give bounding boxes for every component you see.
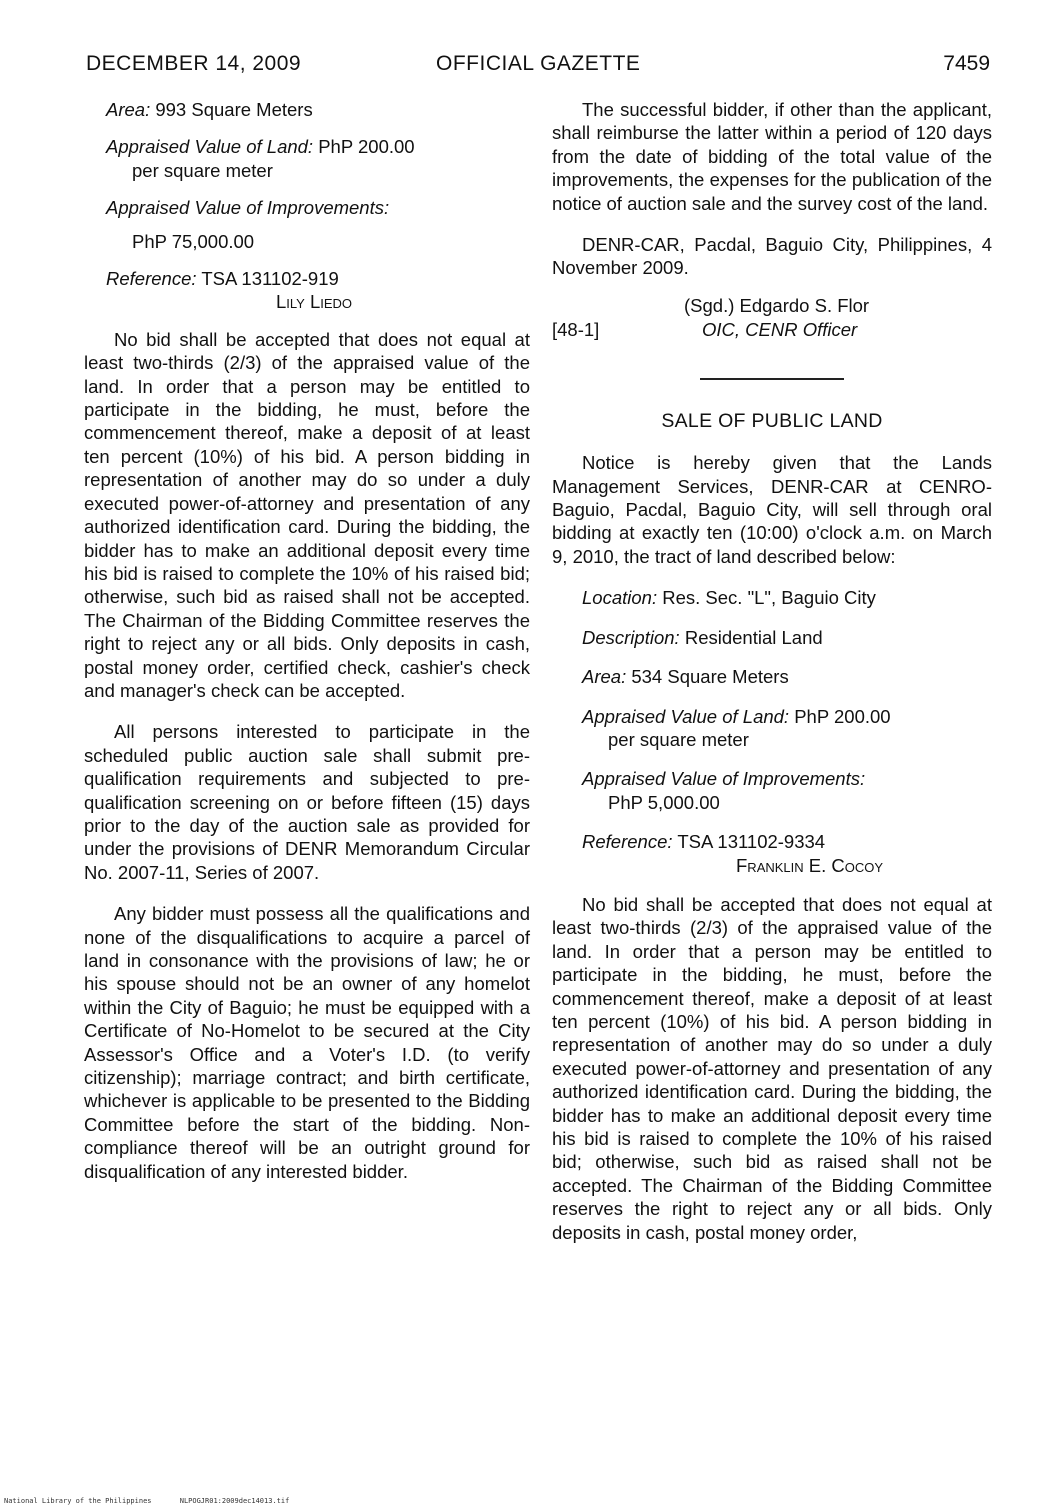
qualifications-paragraph: Any bidder must possess all the qualifications and none of the disqualifications to acquire a parcel of land in consonance with the provisions of law; he or his spouse should not be an owner of any homelot within the City of Baguio; he must be equipped with a Certificate of No-Homelot to be secured at the City Assessor's Office and a Voter's I.D. (to verify citizenship); marriage contract; and birth certificate, whichever is applicable to be presented to the Bidding Committee before the start of the bidding. Non-compliance thereof will be an outright ground for disqualification of any interested bidder. bbox=[84, 903, 530, 1182]
description-field bbox=[552, 626, 992, 649]
reimbursement-paragraph: The successful bidder, if other than the applicant, shall reimburse the latter within a period of 120 days from the date of bidding of the total value of the improvements, the expenses for the publication of the notice of auction sale and the survey cost of the land. bbox=[552, 99, 992, 214]
scan-footer bbox=[4, 1497, 313, 1505]
issue-reference: [48-1] bbox=[552, 318, 600, 340]
right-reference-field bbox=[552, 830, 992, 877]
place-date: DENR-CAR, Pacdal, Baguio City, Philippines, 4 November 2009. bbox=[552, 234, 992, 279]
prequalification-paragraph: All persons interested to participate in the scheduled public auction sale shall submit pre-qualification requirements and subjected to pre-qualification screening on or before fifteen (15) days prior to the day of the auction sale as provided for under the provisions of DENR Memorandum Circular No. 2007-11, Series of 2007. bbox=[84, 721, 530, 883]
bid-rules-paragraph: No bid shall be accepted that does not equal at least two-thirds (2/3) of the appraised value of the land. In order that a person may be entitled to participate in the bidding, he must, before the commencement thereof, make a deposit of at least ten percent (10%) of his bid. A person bidding in representation of another may do so under a duly executed power-of-attorney and presentation of any authorized identification card. During the bidding, the bidder has to make an additional deposit every time his bid is raised to complete the 10% of his raised bid; otherwise, such bid as raised shall not be accepted. The Chairman of the Bidding Committee reserves the right to reject any or all bids. Only deposits in cash, postal money order, certified check, cashier's check and manager's check can be accepted. bbox=[84, 328, 530, 701]
right-land-value-amount: PhP 200.00 bbox=[794, 705, 891, 727]
right-bid-rules-paragraph: No bid shall be accepted that does not equal at least two-thirds (2/3) of the appraised value of the land. In order that a person may be entitled to participate in the bidding, he must, before the commencement thereof, make a deposit of at least ten percent (10%) of his bid. A person bidding in representation of another may do so under a duly executed power-of-attorney and presentation of any authorized identification card. During the bidding, the bidder has to make an additional deposit every time his bid is raised to complete the 10% of his raised bid; otherwise, such bid as raised shall not be accepted. The Chairman of the Bidding Committee reserves the right to reject any or all bids. Only deposits in cash, postal money order, bbox=[552, 893, 992, 1243]
right-improvements-label: Appraised Value of Improvements: bbox=[582, 768, 866, 790]
right-column bbox=[552, 98, 992, 1244]
improvements-field bbox=[84, 196, 530, 253]
land-value-amount: PhP 200.00 bbox=[318, 136, 415, 158]
description-value: Residential Land bbox=[684, 626, 823, 648]
right-area-field bbox=[552, 665, 992, 688]
right-area-value: 534 Square Meters bbox=[631, 666, 789, 688]
location-field bbox=[552, 586, 992, 609]
right-reference-name: Franklin E. Cocoy bbox=[736, 854, 884, 876]
right-reference-value: TSA 131102-9334 bbox=[677, 831, 826, 853]
notice-paragraph: Notice is hereby given that the Lands Management Services, DENR-CAR at CENRO-Baguio, Pacdal, Baguio City, will sell through oral bidding at exactly ten (10:00) o'clock a.m. on March 9, 2010, the tract of land described below: bbox=[552, 452, 992, 567]
right-area-label: Area: bbox=[582, 666, 627, 688]
right-reference-label: Reference: bbox=[582, 831, 673, 853]
page-header bbox=[86, 52, 990, 82]
left-column bbox=[84, 98, 530, 1183]
right-improvements-value: PhP 5,000.00 bbox=[608, 791, 720, 813]
header-date: DECEMBER 14, 2009 bbox=[86, 52, 302, 75]
location-value: Res. Sec. "L", Baguio City bbox=[662, 587, 876, 609]
land-value-unit: per square meter bbox=[132, 159, 273, 181]
land-value-field bbox=[84, 135, 530, 182]
header-title: OFFICIAL GAZETTE bbox=[436, 52, 641, 75]
right-land-value-unit: per square meter bbox=[608, 728, 749, 750]
section-title: SALE OF PUBLIC LAND bbox=[661, 409, 883, 432]
signer-title: OIC, CENR Officer bbox=[702, 318, 858, 340]
description-label: Description: bbox=[582, 626, 680, 648]
reference-value: TSA 131102-919 bbox=[201, 268, 339, 290]
footer-file: NLPOGJR01:2009dec14013.tif bbox=[179, 1497, 290, 1505]
improvements-value: PhP 75,000.00 bbox=[132, 230, 255, 252]
section-divider bbox=[700, 378, 844, 380]
area-label: Area: bbox=[106, 99, 151, 120]
signed-by: (Sgd.) Edgardo S. Flor bbox=[684, 294, 870, 316]
land-value-label: Appraised Value of Land: bbox=[106, 136, 314, 158]
improvements-label: Appraised Value of Improvements: bbox=[106, 197, 390, 219]
location-label: Location: bbox=[582, 587, 658, 609]
page-number: 7459 bbox=[943, 52, 990, 75]
right-land-value-field bbox=[552, 705, 992, 752]
reference-field bbox=[84, 267, 530, 314]
right-land-value-label: Appraised Value of Land: bbox=[582, 705, 790, 727]
area-value: 993 Square Meters bbox=[155, 99, 313, 120]
area-field bbox=[84, 98, 530, 121]
footer-library: National Library of the Philippines bbox=[4, 1497, 152, 1505]
right-improvements-field bbox=[552, 767, 992, 814]
signature-block bbox=[552, 294, 992, 344]
reference-label: Reference: bbox=[106, 268, 197, 290]
reference-name: Lily Liedo bbox=[276, 291, 353, 313]
